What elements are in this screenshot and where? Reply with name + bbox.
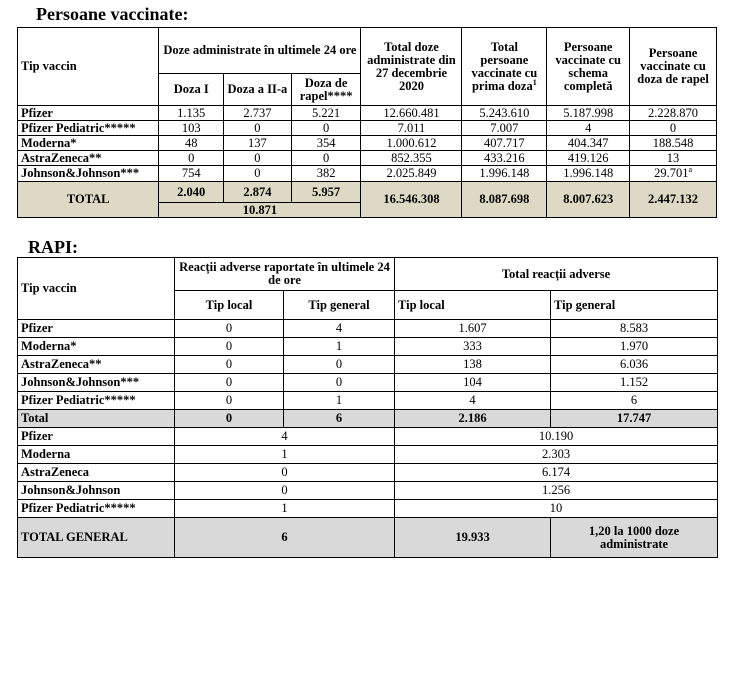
- cell-local-total: 333: [395, 338, 551, 356]
- cell-rapel: 29.701$^a$: [630, 166, 717, 182]
- total-total-doze: 16.546.308: [361, 182, 462, 218]
- cell-local-24h: 0: [175, 374, 284, 392]
- cell-doza-rapel: 5.221: [291, 106, 361, 121]
- cell-doza-rapel: 382: [291, 166, 361, 182]
- grand-total-label: TOTAL GENERAL: [18, 518, 175, 558]
- vaccine-name: Pfizer Pediatric*****: [18, 121, 159, 136]
- cell-doza1: 48: [159, 136, 224, 151]
- cell-sum-total: 10.190: [395, 428, 718, 446]
- cell-total-doze: 12.660.481: [361, 106, 462, 121]
- header-tip-vaccin: Tip vaccin: [18, 258, 175, 320]
- total-prima-doza: 8.087.698: [462, 182, 547, 218]
- cell-local-24h: 0: [175, 356, 284, 374]
- cell-total-doze: 852.355: [361, 151, 462, 166]
- cell-sum-24h: 1: [175, 446, 395, 464]
- header-doza2: Doza a II-a: [224, 74, 292, 106]
- cell-rapel: 13: [630, 151, 717, 166]
- header-total-doze: Total doze administrate din 27 decembrie 2020: [361, 28, 462, 106]
- cell-sum-24h: 4: [175, 428, 395, 446]
- cell-doza1: 103: [159, 121, 224, 136]
- table-row: [18, 106, 717, 121]
- cell-prima-doza: 5.243.610: [462, 106, 547, 121]
- total-doza2: 2.874: [224, 182, 292, 203]
- header-tip-local-total: Tip local: [395, 291, 551, 320]
- cell-rapel: 188.548: [630, 136, 717, 151]
- summary-row: [18, 482, 718, 500]
- header-doza-rapel: Doza de rapel****: [291, 74, 361, 106]
- header-tip-vaccin: Tip vaccin: [18, 28, 159, 106]
- cell-local-total: 104: [395, 374, 551, 392]
- grand-total-rate: 1,20 la 1000 doze administrate: [551, 518, 718, 558]
- vaccinated-table: [17, 27, 717, 218]
- vaccine-name: Pfizer Pediatric*****: [18, 500, 175, 518]
- table-row: [18, 392, 718, 410]
- cell-schema: 5.187.998: [547, 106, 630, 121]
- header-prima-doza: Total persoane vaccinate cu prima doza$^1$: [462, 28, 547, 106]
- vaccine-name: Pfizer Pediatric*****: [18, 392, 175, 410]
- total-schema: 8.007.623: [547, 182, 630, 218]
- cell-doza2: 137: [224, 136, 292, 151]
- header-tip-general-24h: Tip general: [284, 291, 395, 320]
- summary-row: [18, 428, 718, 446]
- cell-schema: 4: [547, 121, 630, 136]
- cell-local-total: 138: [395, 356, 551, 374]
- cell-doza2: 0: [224, 121, 292, 136]
- header-schema: Persoane vaccinate cu schema completă: [547, 28, 630, 106]
- total-doza1: 2.040: [159, 182, 224, 203]
- cell-doza2: 0: [224, 151, 292, 166]
- table-row: [18, 320, 718, 338]
- cell-local-total: 1.607: [395, 320, 551, 338]
- cell-sum-total: 6.174: [395, 464, 718, 482]
- table-row: [18, 166, 717, 182]
- footnote-mark: a: [688, 165, 693, 174]
- header-rapel: Persoane vaccinate cu doza de rapel: [630, 28, 717, 106]
- cell-general-24h: 1: [284, 338, 395, 356]
- cell-sum-24h: 0: [175, 482, 395, 500]
- header-reactii-24h: Reacții adverse raportate în ultimele 24 de ore: [175, 258, 395, 291]
- cell-general-total: 6.036: [551, 356, 718, 374]
- vaccinated-title: Persoane vaccinate:: [36, 4, 189, 24]
- cell-doza-rapel: 0: [291, 121, 361, 136]
- total-doza-rapel: 5.957: [291, 182, 361, 203]
- cell-doza-rapel: 354: [291, 136, 361, 151]
- rapi-table: [17, 257, 718, 558]
- table-row: [18, 151, 717, 166]
- cell-rapel: 2.228.870: [630, 106, 717, 121]
- vaccine-name: AstraZeneca: [18, 464, 175, 482]
- table-row: [18, 374, 718, 392]
- cell-general-total: 1.152: [551, 374, 718, 392]
- vaccine-name: AstraZeneca**: [18, 151, 159, 166]
- table-row: [18, 121, 717, 136]
- cell-general-24h: 0: [284, 356, 395, 374]
- total-doses-sum: 10.871: [159, 203, 361, 218]
- cell-prima-doza: 7.007: [462, 121, 547, 136]
- cell-prima-doza: 433.216: [462, 151, 547, 166]
- cell-doza2: 2.737: [224, 106, 292, 121]
- cell-total-doze: 7.011: [361, 121, 462, 136]
- header-tip-general-total: Tip general: [551, 291, 718, 320]
- cell-general-24h: 4: [284, 320, 395, 338]
- vaccine-name: Moderna*: [18, 136, 159, 151]
- cell-schema: 419.126: [547, 151, 630, 166]
- vaccine-name: Moderna: [18, 446, 175, 464]
- table-row: [18, 338, 718, 356]
- cell-general-total: 8.583: [551, 320, 718, 338]
- summary-row: [18, 464, 718, 482]
- cell-sum-total: 10: [395, 500, 718, 518]
- cell-general-total: 1.970: [551, 338, 718, 356]
- cell-prima-doza: 1.996.148: [462, 166, 547, 182]
- cell-sum-24h: 0: [175, 464, 395, 482]
- vaccine-name: Johnson&Johnson***: [18, 166, 159, 182]
- total-label: TOTAL: [18, 182, 159, 218]
- cell-doza-rapel: 0: [291, 151, 361, 166]
- header-total-reactii: Total reacții adverse: [395, 258, 718, 291]
- cell-prima-doza: 407.717: [462, 136, 547, 151]
- cell-sum-total: 2.303: [395, 446, 718, 464]
- grand-total-row: [18, 518, 718, 558]
- cell-general-24h: 1: [284, 392, 395, 410]
- vaccine-name: Moderna*: [18, 338, 175, 356]
- total-row: [18, 410, 718, 428]
- vaccine-name: Johnson&Johnson***: [18, 374, 175, 392]
- vaccine-name: Johnson&Johnson: [18, 482, 175, 500]
- total-general-24h: 6: [284, 410, 395, 428]
- total-general-total: 17.747: [551, 410, 718, 428]
- vaccine-name: Pfizer: [18, 428, 175, 446]
- cell-local-24h: 0: [175, 392, 284, 410]
- grand-total-24h: 6: [175, 518, 395, 558]
- cell-total-doze: 1.000.612: [361, 136, 462, 151]
- cell-local-total: 4: [395, 392, 551, 410]
- table-row: [18, 356, 718, 374]
- cell-sum-total: 1.256: [395, 482, 718, 500]
- grand-total-count: 19.933: [395, 518, 551, 558]
- vaccine-name: Pfizer: [18, 320, 175, 338]
- cell-general-24h: 0: [284, 374, 395, 392]
- cell-local-24h: 0: [175, 320, 284, 338]
- summary-row: [18, 500, 718, 518]
- header-doses-24h: Doze administrate în ultimele 24 ore: [159, 28, 361, 74]
- rapi-title: RAPI:: [28, 237, 78, 257]
- cell-general-total: 6: [551, 392, 718, 410]
- total-local-24h: 0: [175, 410, 284, 428]
- table-row: [18, 136, 717, 151]
- total-rapel: 2.447.132: [630, 182, 717, 218]
- cell-rapel: 0: [630, 121, 717, 136]
- cell-sum-24h: 1: [175, 500, 395, 518]
- cell-doza1: 0: [159, 151, 224, 166]
- cell-doza2: 0: [224, 166, 292, 182]
- footnote-mark: 1: [532, 77, 537, 87]
- total-row: [18, 182, 717, 203]
- total-local-total: 2.186: [395, 410, 551, 428]
- cell-local-24h: 0: [175, 338, 284, 356]
- cell-schema: 1.996.148: [547, 166, 630, 182]
- cell-doza1: 1.135: [159, 106, 224, 121]
- header-doza1: Doza I: [159, 74, 224, 106]
- vaccine-name: Pfizer: [18, 106, 159, 121]
- cell-total-doze: 2.025.849: [361, 166, 462, 182]
- header-tip-local-24h: Tip local: [175, 291, 284, 320]
- cell-schema: 404.347: [547, 136, 630, 151]
- vaccine-name: AstraZeneca**: [18, 356, 175, 374]
- cell-doza1: 754: [159, 166, 224, 182]
- total-label: Total: [18, 410, 175, 428]
- summary-row: [18, 446, 718, 464]
